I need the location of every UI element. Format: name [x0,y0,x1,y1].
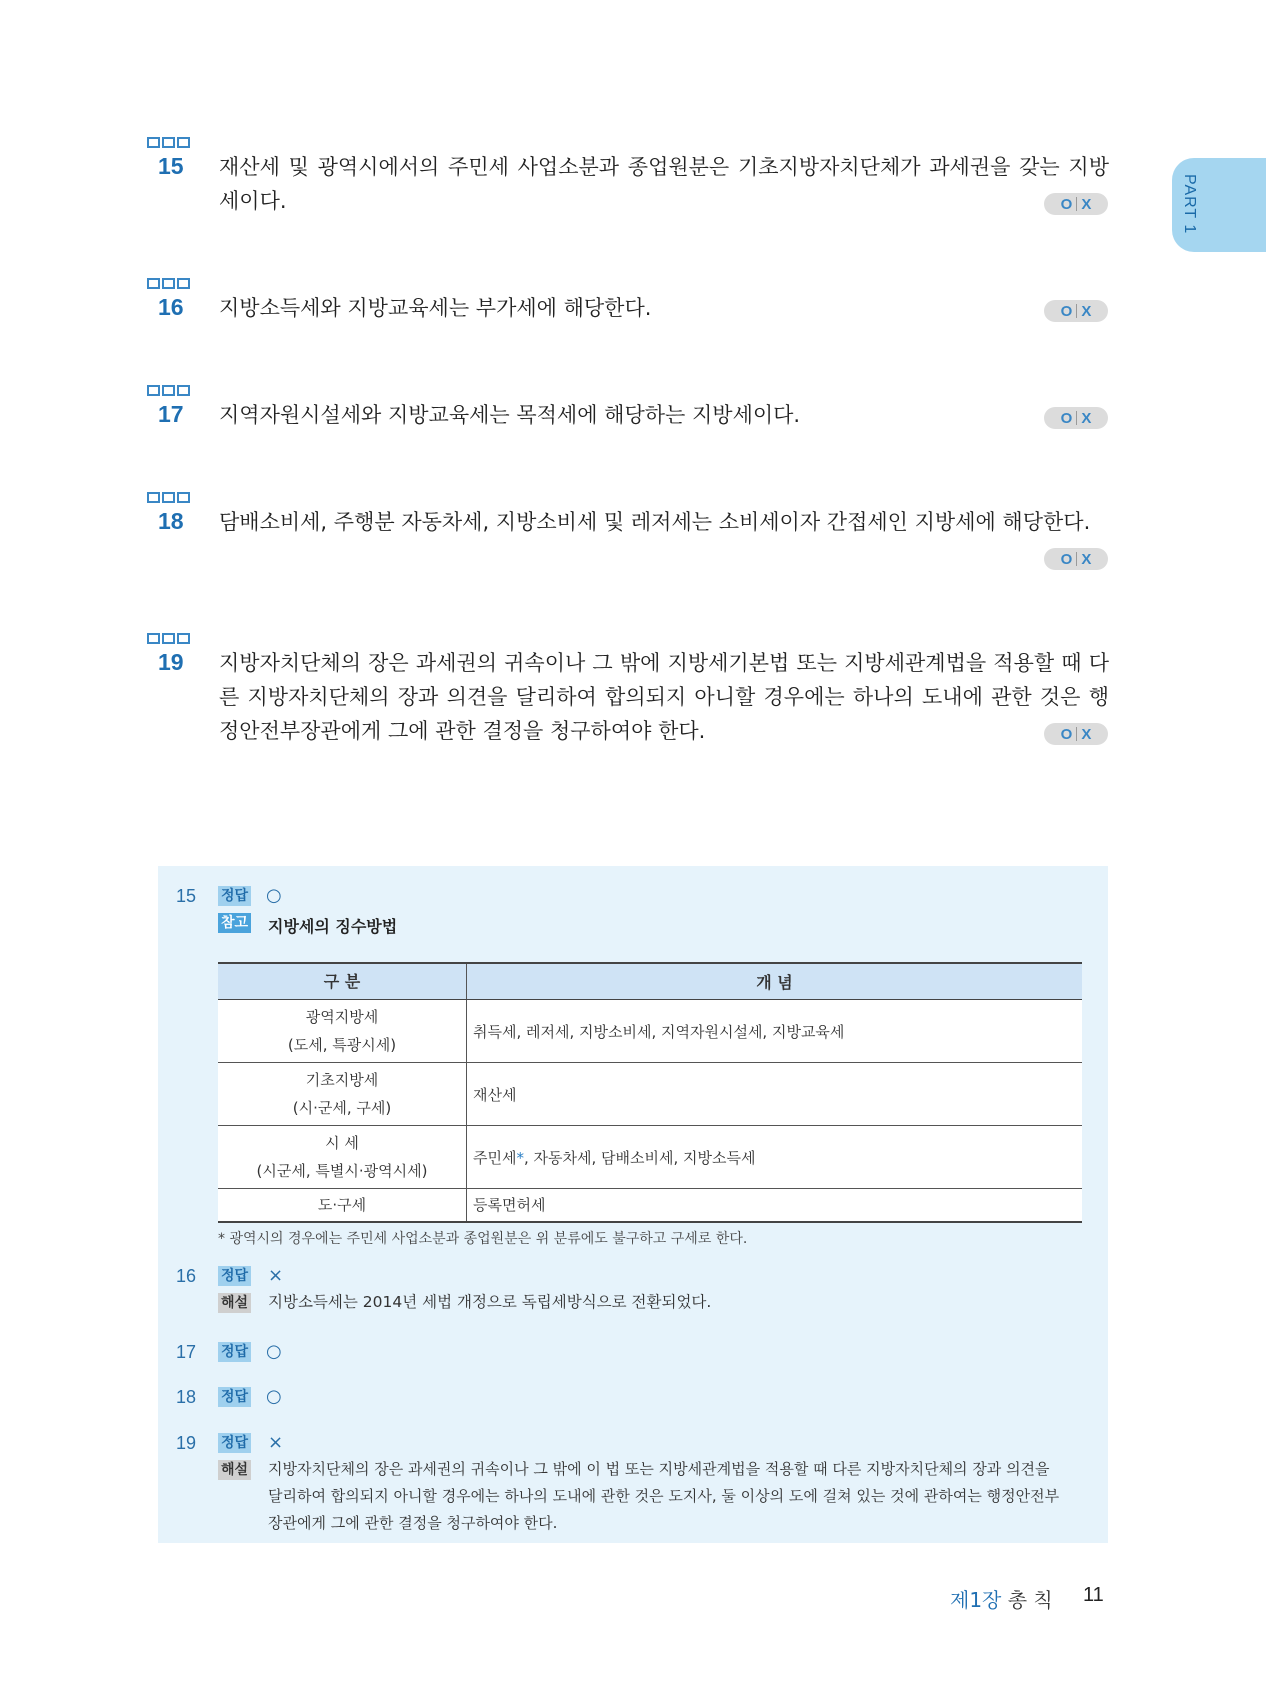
ox-toggle[interactable] [1044,193,1108,215]
divider [1076,304,1077,318]
checkbox[interactable] [162,137,175,148]
ox-toggle[interactable] [1044,548,1108,570]
category-sub: (도세, 특광시세) [287,1036,397,1054]
checkbox[interactable] [162,278,175,289]
chapter-number: 제1장 [950,1588,1002,1612]
category-name: 시 세 [325,1134,359,1152]
explanation-tag: 해설 [218,1293,251,1313]
question-number: 15 [158,153,184,179]
answer-tag: 정답 [218,1342,251,1362]
answer-number: 17 [176,1342,197,1362]
answer-tag: 정답 [218,1387,251,1407]
question-number: 18 [158,508,184,534]
answer-mark: ○ [266,885,282,906]
category-cell [218,1126,467,1189]
category-sub: (시군세, 특별시·광역시세) [256,1162,428,1180]
o-option[interactable]: O [1060,302,1073,320]
table-header-row [218,963,1082,1000]
page-number: 11 [1083,1584,1104,1606]
category-name: 기초지방세 [305,1071,379,1089]
x-option[interactable]: X [1081,302,1092,320]
answer-tag: 정답 [218,886,251,906]
column-header: 개 념 [467,963,1083,1000]
explanation-text [268,1456,1098,1537]
explanation-line: 장관에게 그에 관한 결정을 청구하여야 한다. [268,1514,558,1532]
question-number: 16 [158,294,184,320]
o-option[interactable]: O [1060,195,1073,213]
category-cell [218,1189,467,1222]
o-option[interactable]: O [1060,725,1073,743]
answer-tag: 정답 [218,1266,251,1286]
review-checkboxes[interactable] [147,278,190,292]
concept-text: 주민세 [473,1148,517,1167]
table-row [218,1063,1082,1126]
checkbox[interactable] [147,385,160,396]
tax-classification-table [218,962,1082,1223]
question-text: 지방소득세와 지방교육세는 부가세에 해당한다. [219,296,652,320]
x-option[interactable]: X [1081,195,1092,213]
review-checkboxes[interactable] [147,137,190,151]
column-header: 구 분 [218,963,467,1000]
answer-mark: ○ [266,1341,282,1362]
question-text: 지역자원시설세와 지방교육세는 목적세에 해당하는 지방세이다. [219,403,801,427]
table-row [218,1126,1082,1189]
reference-tag: 참고 [218,913,251,933]
checkbox[interactable] [147,492,160,503]
divider [1076,552,1077,566]
table-row [218,1189,1082,1222]
question-number: 19 [158,649,184,675]
x-option[interactable]: X [1081,550,1092,568]
table-footnote: * 광역시의 경우에는 주민세 사업소분과 종업원분은 위 분류에도 불구하고 구세로 한다. [218,1231,748,1247]
explanation-text: 지방소득세는 2014년 세법 개정으로 독립세방식으로 전환되었다. [268,1293,712,1311]
answer-number: 16 [176,1266,197,1286]
checkbox[interactable] [147,278,160,289]
question-text: 재산세 및 광역시에서의 주민세 사업소분과 종업원분은 기초지방자치단체가 과세권을 갖는 지방세이다. [219,155,1109,213]
answer-panel [158,866,1108,1543]
divider [1076,727,1077,741]
question-number: 17 [158,401,184,427]
explanation-tag: 해설 [218,1460,251,1480]
category-cell [218,1063,467,1126]
checkbox[interactable] [147,633,160,644]
checkbox[interactable] [177,633,190,644]
answer-mark: × [268,1265,284,1286]
concept-cell: 등록면허세 [467,1189,1083,1222]
reference-title: 지방세의 징수방법 [268,917,398,936]
checkbox[interactable] [177,492,190,503]
explanation-line: 달리하여 합의되지 아니할 경우에는 하나의 도내에 관한 것은 도지사, 둘 이상의 도에 걸쳐 있는 것에 관하여는 행정안전부 [268,1487,1060,1505]
category-name: 광역지방세 [305,1008,379,1026]
question-text: 지방자치단체의 장은 과세권의 귀속이나 그 밖에 지방세기본법 또는 지방세관계법을 적용할 때 다른 지방자치단체의 장과 의견을 달리하여 합의되지 아니할 경우에는 하나의 도내에 관한 것은 행정안전부장관에게 그에 관한 결정을 청구하여야 한다. [219,651,1109,743]
table-row [218,1000,1082,1063]
category-sub: (시·군세, 구세) [292,1099,392,1117]
part-tab-label: PART 1 [1181,174,1198,235]
review-checkboxes[interactable] [147,385,190,399]
ox-toggle[interactable] [1044,407,1108,429]
ox-toggle[interactable] [1044,723,1108,745]
part-tab [1172,158,1266,252]
divider [1076,411,1077,425]
answer-mark: × [268,1432,284,1453]
category-cell [218,1000,467,1063]
review-checkboxes[interactable] [147,633,190,647]
concept-cell: 재산세 [467,1063,1083,1126]
concept-cell: 취득세, 레저세, 지방소비세, 지역자원시설세, 지방교육세 [467,1000,1083,1063]
ox-toggle[interactable] [1044,300,1108,322]
question-text: 담배소비세, 주행분 자동차세, 지방소비세 및 레저세는 소비세이자 간접세인 지방세에 해당한다. [219,510,1091,534]
footnote-star: * [516,1148,524,1167]
checkbox[interactable] [177,137,190,148]
answer-number: 18 [176,1387,197,1407]
checkbox[interactable] [147,137,160,148]
answer-number: 15 [176,886,197,906]
checkbox[interactable] [162,492,175,503]
explanation-line: 지방자치단체의 장은 과세권의 귀속이나 그 밖에 이 법 또는 지방세관계법을 적용할 때 다른 지방자치단체의 장과 의견을 [268,1460,1050,1478]
chapter-label [950,1584,1053,1613]
x-option[interactable]: X [1081,409,1092,427]
o-option[interactable]: O [1060,550,1073,568]
o-option[interactable]: O [1060,409,1073,427]
review-checkboxes[interactable] [147,492,190,506]
checkbox[interactable] [162,385,175,396]
chapter-title: 총 칙 [1007,1588,1053,1612]
x-option[interactable]: X [1081,725,1092,743]
concept-text: , 자동차세, 담배소비세, 지방소득세 [523,1148,756,1167]
divider [1076,197,1077,211]
checkbox[interactable] [162,633,175,644]
category-name: 도·구세 [317,1195,367,1214]
checkbox[interactable] [177,385,190,396]
concept-cell [467,1126,1083,1189]
answer-number: 19 [176,1433,197,1453]
checkbox[interactable] [177,278,190,289]
answer-mark: ○ [266,1386,282,1407]
answer-tag: 정답 [218,1433,251,1453]
